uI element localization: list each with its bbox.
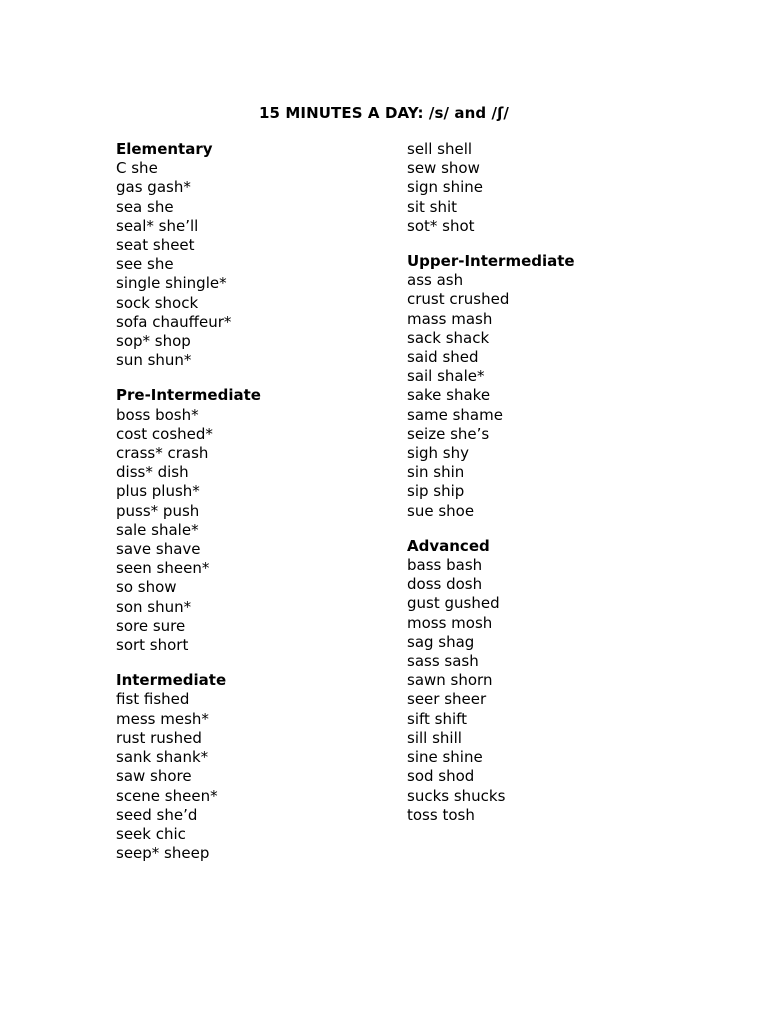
- word-pair: sine shine: [407, 748, 483, 767]
- word-pair: fist fished: [116, 690, 190, 709]
- word-pair: moss mosh: [407, 613, 493, 632]
- word-pair: seize she’s: [407, 424, 490, 443]
- word-pair: sun shun*: [116, 351, 192, 370]
- word-pair: seat sheet: [116, 236, 195, 255]
- word-pair: same shame: [407, 405, 503, 424]
- word-pair: sin shin: [407, 463, 465, 482]
- word-pair: son shun*: [116, 597, 192, 616]
- word-pair: sass sash: [407, 652, 479, 671]
- word-pair: sank shank*: [116, 748, 209, 767]
- word-pair: sag shag: [407, 632, 475, 651]
- right-column: [407, 140, 687, 841]
- word-pair: sort short: [116, 636, 189, 655]
- word-pair: toss tosh: [407, 805, 475, 824]
- left-column: [116, 140, 396, 879]
- word-pair: plus plush*: [116, 482, 200, 501]
- word-pair: see she: [116, 255, 174, 274]
- word-pair: seer sheer: [407, 690, 487, 709]
- word-pair: sale shale*: [116, 520, 199, 539]
- page-title: 15 MINUTES A DAY: /s/ and /ʃ/: [258, 104, 510, 122]
- word-pair: scene sheen*: [116, 786, 218, 805]
- section-intermediate: [116, 671, 396, 863]
- word-pair: seed she’d: [116, 805, 198, 824]
- word-pair: sue shoe: [407, 501, 475, 520]
- word-pair: cost coshed*: [116, 424, 213, 443]
- word-pair: single shingle*: [116, 274, 227, 293]
- word-pair: sail shale*: [407, 367, 485, 386]
- section-pre-intermediate: [116, 386, 396, 655]
- section-continued: [407, 140, 687, 236]
- word-pair: sot* shot: [407, 216, 475, 235]
- word-pair-list: [116, 159, 396, 370]
- word-pair: doss dosh: [407, 575, 483, 594]
- word-pair: sop* shop: [116, 332, 191, 351]
- word-pair: mass mash: [407, 309, 493, 328]
- section-heading: Elementary: [116, 140, 213, 158]
- section-upper-intermediate: [407, 252, 687, 521]
- word-pair: sucks shucks: [407, 786, 506, 805]
- word-pair: sill shill: [407, 728, 462, 747]
- word-pair: seek chic: [116, 824, 186, 843]
- word-pair: crust crushed: [407, 290, 510, 309]
- section-elementary: [116, 140, 396, 370]
- section-heading: Advanced: [407, 536, 490, 555]
- word-pair-list: [407, 556, 687, 825]
- word-pair: gas gash*: [116, 178, 191, 197]
- word-pair: sell shell: [407, 140, 473, 158]
- word-pair: crass* crash: [116, 444, 209, 463]
- word-pair: rust rushed: [116, 728, 202, 747]
- word-pair-list: [116, 690, 396, 863]
- word-pair: ass ash: [407, 271, 464, 290]
- word-pair: sock shock: [116, 293, 199, 312]
- word-pair: save shave: [116, 540, 201, 559]
- word-pair: sofa chauffeur*: [116, 312, 232, 331]
- word-pair: sod shod: [407, 767, 475, 786]
- word-pair: bass bash: [407, 556, 483, 575]
- word-pair: saw shore: [116, 767, 192, 786]
- word-pair: sack shack: [407, 328, 490, 347]
- word-pair: sit shit: [407, 197, 458, 216]
- word-pair: gust gushed: [407, 594, 500, 613]
- word-pair: puss* push: [116, 501, 200, 520]
- word-pair: sip ship: [407, 482, 465, 501]
- word-pair: sake shake: [407, 386, 491, 405]
- word-pair: sign shine: [407, 178, 484, 197]
- word-pair: seal* she’ll: [116, 216, 199, 235]
- section-heading: Intermediate: [116, 671, 227, 690]
- section-heading: Pre-Intermediate: [116, 386, 261, 405]
- word-pair: seep* sheep: [116, 844, 210, 863]
- word-pair: sew show: [407, 159, 480, 178]
- word-pair: sore sure: [116, 616, 186, 635]
- word-pair: sigh shy: [407, 444, 469, 463]
- word-pair: boss bosh*: [116, 405, 199, 424]
- section-advanced: [407, 537, 687, 825]
- word-pair: diss* dish: [116, 463, 189, 482]
- section-heading: Upper-Intermediate: [407, 252, 575, 271]
- word-pair: sawn shorn: [407, 671, 493, 690]
- word-pair: mess mesh*: [116, 709, 209, 728]
- word-pair: so show: [116, 578, 177, 597]
- word-pair-list: [407, 271, 687, 521]
- word-pair: sea she: [116, 197, 174, 216]
- word-pair-list: [116, 406, 396, 656]
- word-pair-list: [407, 140, 687, 236]
- word-pair: C she: [116, 159, 158, 178]
- word-pair: said shed: [407, 348, 479, 367]
- word-pair: seen sheen*: [116, 559, 210, 578]
- word-pair: sift shift: [407, 709, 468, 728]
